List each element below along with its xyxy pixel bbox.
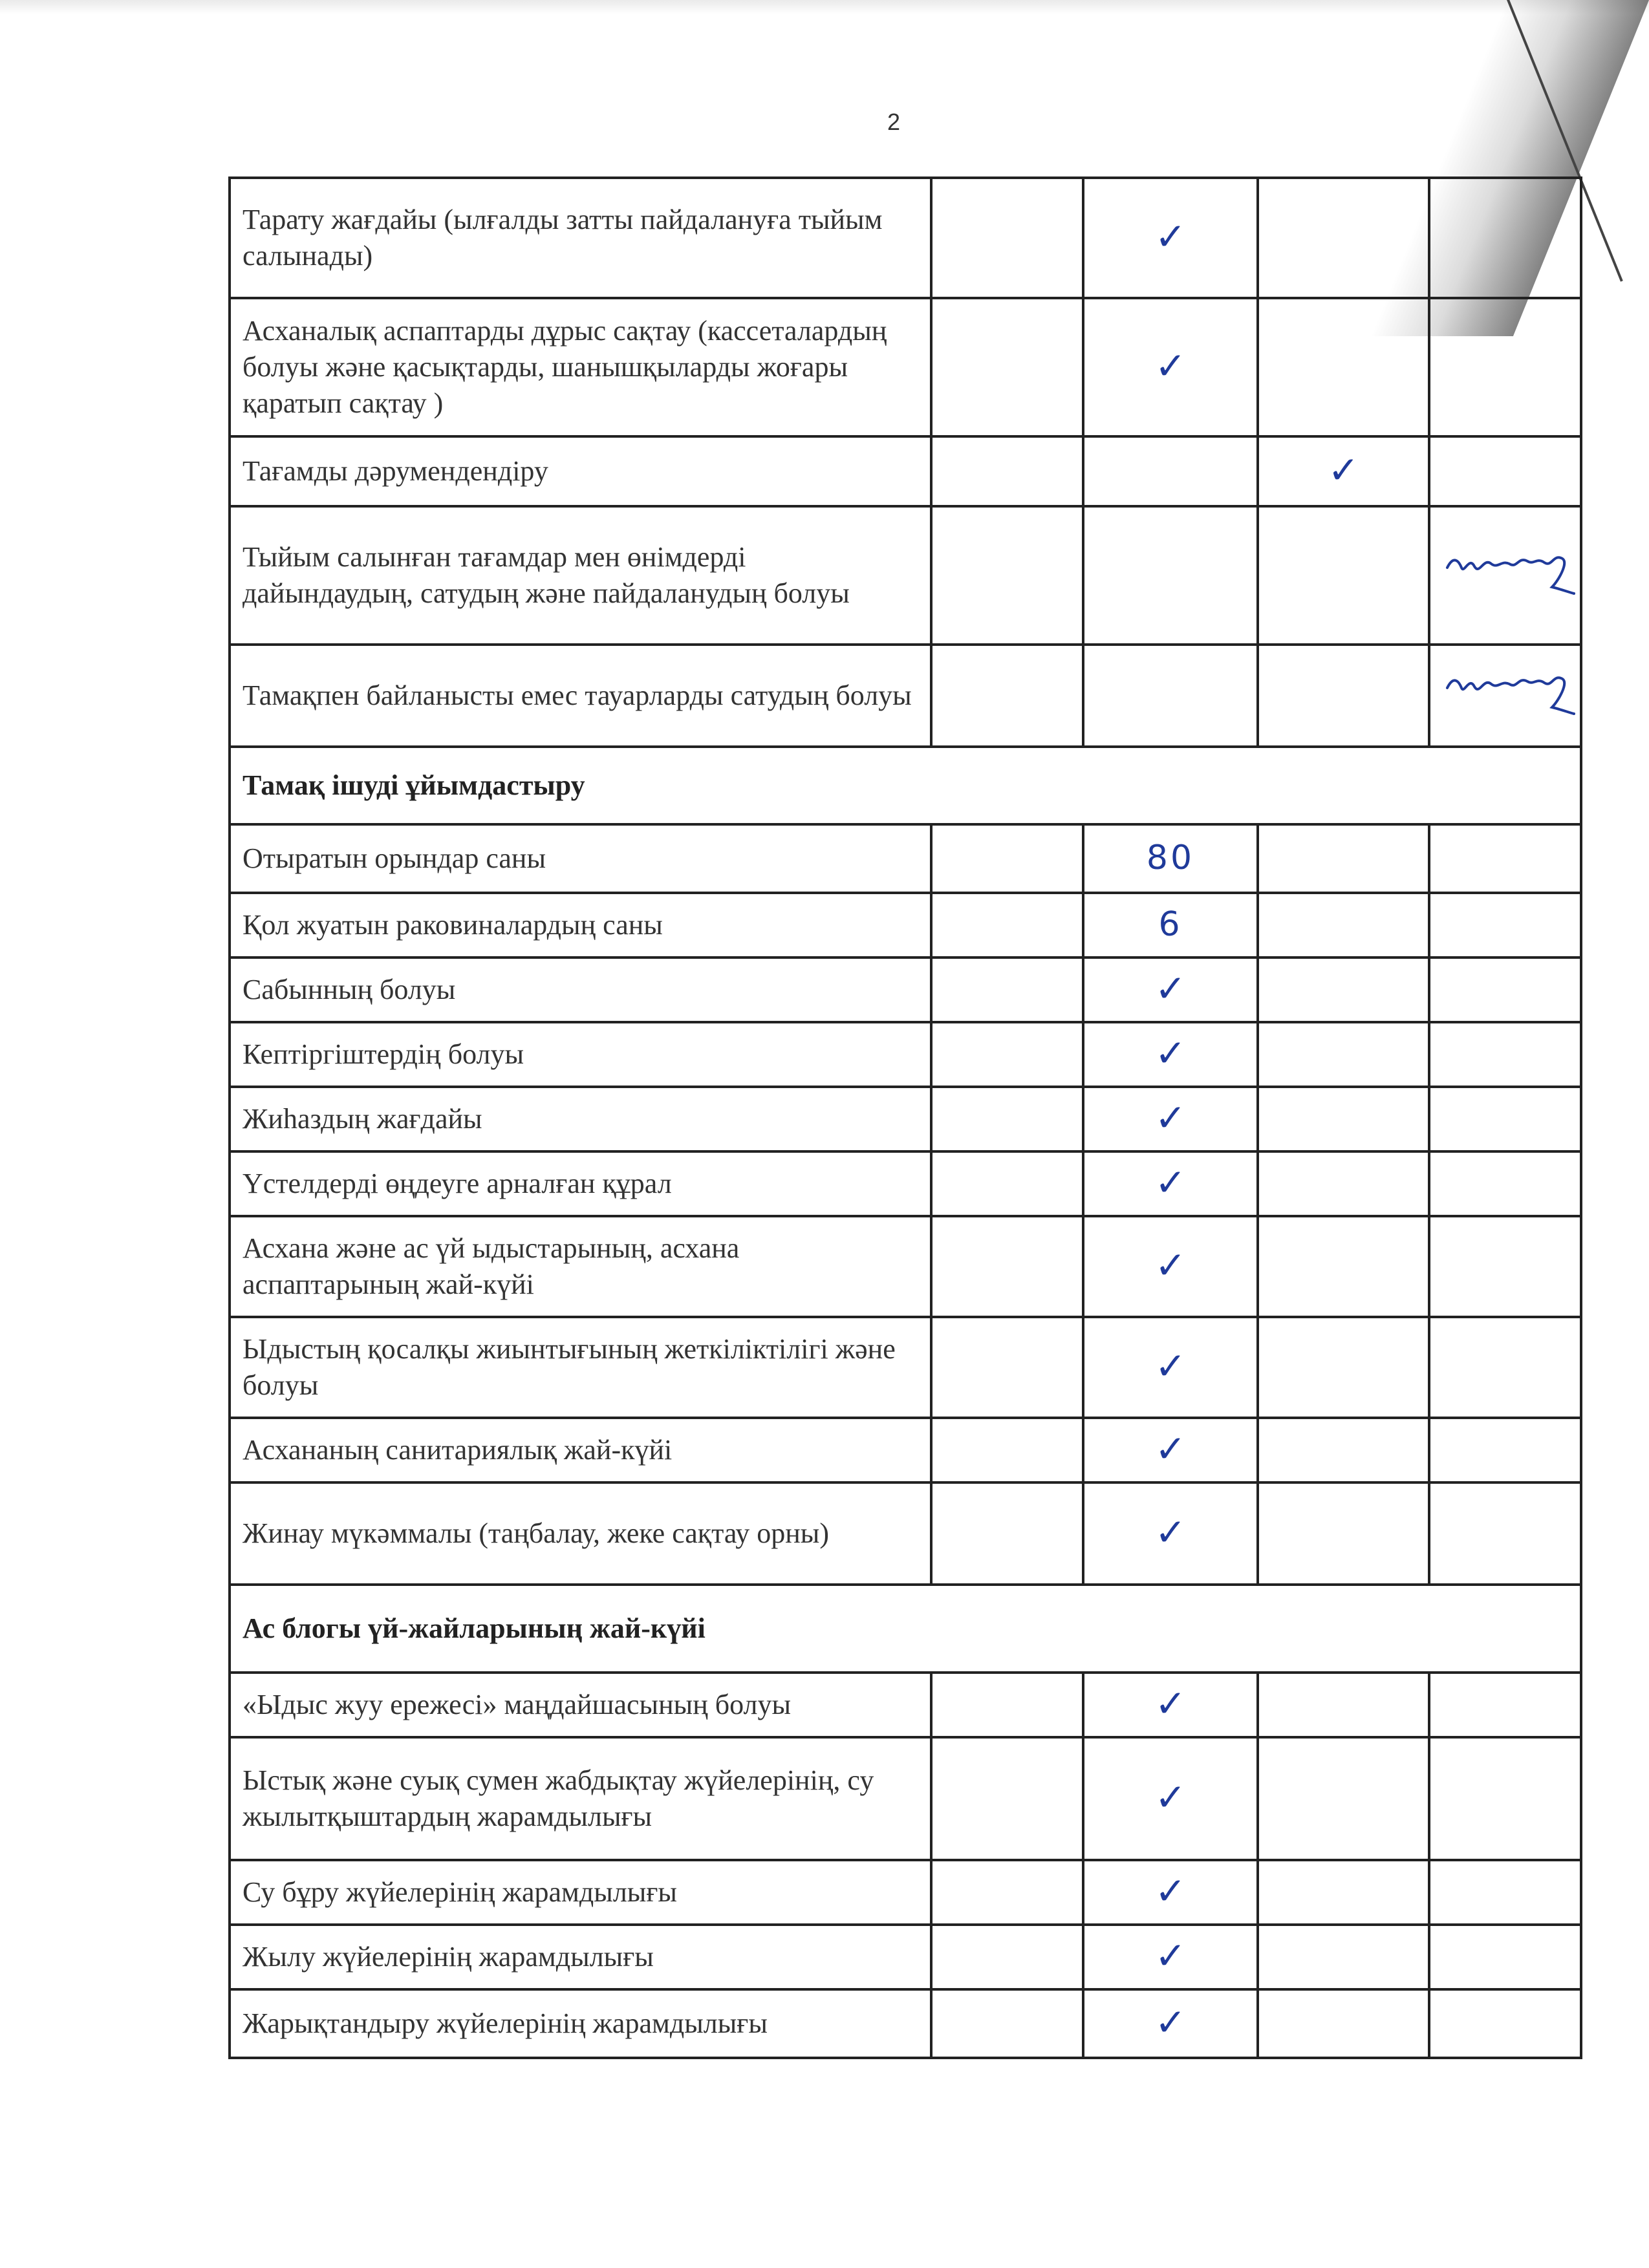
checklist-row: [230, 957, 1581, 1022]
checklist-row: [230, 1087, 1581, 1151]
checkmark-icon: ✓: [1154, 1343, 1187, 1388]
checkmark-icon: ✓: [1154, 1426, 1187, 1471]
mark-cell-col-2: [1083, 178, 1258, 298]
mark-cell-col-3: [1258, 178, 1429, 298]
row-description: Асханалық аспаптарды дұрыс сақтау (кассеталардың болуы және қасықтарды, шанышқыларды жоғары қаратып сақтау ): [230, 298, 931, 436]
checklist-row: [230, 1673, 1581, 1737]
mark-cell-col-2: [1083, 1317, 1258, 1418]
mark-cell-col-1: [931, 645, 1083, 747]
mark-cell-col-1: [931, 1925, 1083, 1989]
mark-cell-col-1: [931, 298, 1083, 436]
row-description: Тарату жағдайы (ылғалды затты пайдалануға тыйым салынады): [230, 178, 931, 298]
mark-cell-col-3: [1258, 506, 1429, 645]
mark-cell-col-4: [1429, 178, 1581, 298]
mark-cell-col-1: [931, 1216, 1083, 1317]
mark-cell-col-4: [1429, 1022, 1581, 1087]
mark-cell-col-4: [1429, 506, 1581, 645]
mark-cell-col-3: [1258, 1022, 1429, 1087]
mark-cell-col-3: [1258, 645, 1429, 747]
checklist-row: [230, 506, 1581, 645]
section-title: Ас блогы үй-жайларының жай-күйі: [230, 1585, 1581, 1673]
mark-cell-col-2: [1083, 436, 1258, 506]
mark-cell-col-3: [1258, 824, 1429, 893]
mark-cell-col-4: [1429, 1482, 1581, 1585]
mark-cell-col-1: [931, 824, 1083, 893]
mark-cell-col-2: [1083, 506, 1258, 645]
checklist-row: [230, 1022, 1581, 1087]
row-description: Жарықтандыру жүйелерінің жарамдылығы: [230, 1989, 931, 2058]
mark-cell-col-1: [931, 1482, 1083, 1585]
mark-cell-col-2: [1083, 298, 1258, 436]
checkmark-icon: ✓: [1154, 1095, 1187, 1140]
checkmark-icon: ✓: [1328, 447, 1359, 492]
mark-cell-col-3: [1258, 1673, 1429, 1737]
checklist-row: [230, 1737, 1581, 1860]
checklist-row: [230, 893, 1581, 957]
mark-cell-col-3: [1258, 1418, 1429, 1482]
checkmark-icon: ✓: [1154, 2000, 1187, 2044]
mark-cell-col-3: [1258, 893, 1429, 957]
mark-cell-col-1: [931, 436, 1083, 506]
handwritten-signature-icon: [1442, 542, 1578, 600]
handwritten-count: 80: [1146, 838, 1195, 877]
mark-cell-col-3: [1258, 1216, 1429, 1317]
checkmark-icon: ✓: [1154, 343, 1187, 388]
checklist-row: [230, 1860, 1581, 1925]
mark-cell-col-3: [1258, 298, 1429, 436]
row-description: Сабынның болуы: [230, 957, 931, 1022]
mark-cell-col-3: [1258, 1482, 1429, 1585]
mark-cell-col-4: [1429, 1418, 1581, 1482]
mark-cell-col-1: [931, 1673, 1083, 1737]
row-description: Жинау мүкәммалы (таңбалау, жеке сақтау орны): [230, 1482, 931, 1585]
mark-cell-col-4: [1429, 893, 1581, 957]
mark-cell-col-3: [1258, 1989, 1429, 2058]
handwritten-signature-icon: [1442, 662, 1578, 720]
mark-cell-col-1: [931, 1989, 1083, 2058]
mark-cell-col-2: [1083, 824, 1258, 893]
checklist-row: [230, 298, 1581, 436]
mark-cell-col-4: [1429, 1989, 1581, 2058]
mark-cell-col-1: [931, 1860, 1083, 1925]
mark-cell-col-4: [1429, 1151, 1581, 1216]
mark-cell-col-3: [1258, 436, 1429, 506]
checkmark-icon: ✓: [1154, 1031, 1187, 1075]
checkmark-icon: ✓: [1154, 214, 1187, 259]
mark-cell-col-2: [1083, 1216, 1258, 1317]
checklist-row: [230, 178, 1581, 298]
checkmark-icon: ✓: [1154, 1775, 1187, 1819]
checklist-row: [230, 1216, 1581, 1317]
checkmark-icon: ✓: [1154, 1868, 1187, 1913]
checklist-row: [230, 1418, 1581, 1482]
checklist-row: [230, 1482, 1581, 1585]
checkmark-icon: ✓: [1154, 1933, 1187, 1978]
mark-cell-col-3: [1258, 1737, 1429, 1860]
row-description: Кептіргіштердің болуы: [230, 1022, 931, 1087]
mark-cell-col-4: [1429, 1673, 1581, 1737]
mark-cell-col-2: [1083, 1151, 1258, 1216]
row-description: Тыйым салынған тағамдар мен өнімдерді дайындаудың, сатудың және пайдаланудың болуы: [230, 506, 931, 645]
mark-cell-col-2: [1083, 957, 1258, 1022]
mark-cell-col-4: [1429, 1317, 1581, 1418]
mark-cell-col-2: [1083, 1925, 1258, 1989]
mark-cell-col-1: [931, 1737, 1083, 1860]
checklist-row: [230, 1925, 1581, 1989]
checkmark-icon: ✓: [1154, 1681, 1187, 1726]
mark-cell-col-1: [931, 957, 1083, 1022]
checklist-row: [230, 1317, 1581, 1418]
mark-cell-col-2: [1083, 645, 1258, 747]
mark-cell-col-2: [1083, 1673, 1258, 1737]
mark-cell-col-4: [1429, 1925, 1581, 1989]
section-header-row: [230, 747, 1581, 824]
checkmark-icon: ✓: [1154, 1243, 1187, 1287]
checklist-row: [230, 1989, 1581, 2058]
mark-cell-col-1: [931, 1151, 1083, 1216]
checklist-row: [230, 645, 1581, 747]
mark-cell-col-4: [1429, 824, 1581, 893]
section-header-row: [230, 1585, 1581, 1673]
mark-cell-col-4: [1429, 1737, 1581, 1860]
mark-cell-col-3: [1258, 1087, 1429, 1151]
checklist-row: [230, 824, 1581, 893]
checkmark-icon: ✓: [1154, 1160, 1187, 1204]
mark-cell-col-2: [1083, 1022, 1258, 1087]
checkmark-icon: ✓: [1154, 966, 1187, 1011]
mark-cell-col-1: [931, 1022, 1083, 1087]
checklist-row: [230, 436, 1581, 506]
row-description: Асхана және ас үй ыдыстарының, асхана аспаптарының жай-күйі: [230, 1216, 931, 1317]
row-description: Ыдыстың қосалқы жиынтығының жеткіліктілігі және болуы: [230, 1317, 931, 1418]
mark-cell-col-2: [1083, 1418, 1258, 1482]
mark-cell-col-4: [1429, 1087, 1581, 1151]
mark-cell-col-1: [931, 506, 1083, 645]
mark-cell-col-2: [1083, 1482, 1258, 1585]
mark-cell-col-1: [931, 1087, 1083, 1151]
row-description: Үстелдерді өңдеуге арналған құрал: [230, 1151, 931, 1216]
inspection-checklist-table: [228, 177, 1582, 2059]
page-number: 2: [887, 109, 901, 135]
mark-cell-col-1: [931, 178, 1083, 298]
mark-cell-col-3: [1258, 1151, 1429, 1216]
mark-cell-col-2: [1083, 1737, 1258, 1860]
mark-cell-col-2: [1083, 1087, 1258, 1151]
mark-cell-col-2: [1083, 1860, 1258, 1925]
row-description: Қол жуатын раковиналардың саны: [230, 893, 931, 957]
mark-cell-col-1: [931, 893, 1083, 957]
mark-cell-col-2: [1083, 893, 1258, 957]
mark-cell-col-3: [1258, 1925, 1429, 1989]
mark-cell-col-4: [1429, 436, 1581, 506]
row-description: Тамақпен байланысты емес тауарларды сатудың болуы: [230, 645, 931, 747]
row-description: «Ыдыс жуу ережесі» маңдайшасының болуы: [230, 1673, 931, 1737]
section-title: Тамақ ішуді ұйымдастыру: [230, 747, 1581, 824]
mark-cell-col-4: [1429, 1216, 1581, 1317]
checkmark-icon: ✓: [1154, 1510, 1187, 1554]
row-description: Ыстық және суық сумен жабдықтау жүйелерінің, су жылытқыштардың жарамдылығы: [230, 1737, 931, 1860]
handwritten-count: 6: [1158, 904, 1183, 944]
mark-cell-col-4: [1429, 1860, 1581, 1925]
mark-cell-col-4: [1429, 298, 1581, 436]
mark-cell-col-1: [931, 1418, 1083, 1482]
mark-cell-col-4: [1429, 957, 1581, 1022]
mark-cell-col-2: [1083, 1989, 1258, 2058]
row-description: Жылу жүйелерінің жарамдылығы: [230, 1925, 931, 1989]
checklist-row: [230, 1151, 1581, 1216]
checklist-body: [230, 178, 1581, 2058]
row-description: Жиһаздың жағдайы: [230, 1087, 931, 1151]
mark-cell-col-3: [1258, 1317, 1429, 1418]
mark-cell-col-1: [931, 1317, 1083, 1418]
row-description: Отыратын орындар саны: [230, 824, 931, 893]
row-description: Асхананың санитариялық жай-күйі: [230, 1418, 931, 1482]
mark-cell-col-4: [1429, 645, 1581, 747]
row-description: Су бұру жүйелерінің жарамдылығы: [230, 1860, 931, 1925]
mark-cell-col-3: [1258, 957, 1429, 1022]
row-description: Тағамды дәрумендендіру: [230, 436, 931, 506]
scan-top-shadow: [0, 0, 1649, 14]
mark-cell-col-3: [1258, 1860, 1429, 1925]
